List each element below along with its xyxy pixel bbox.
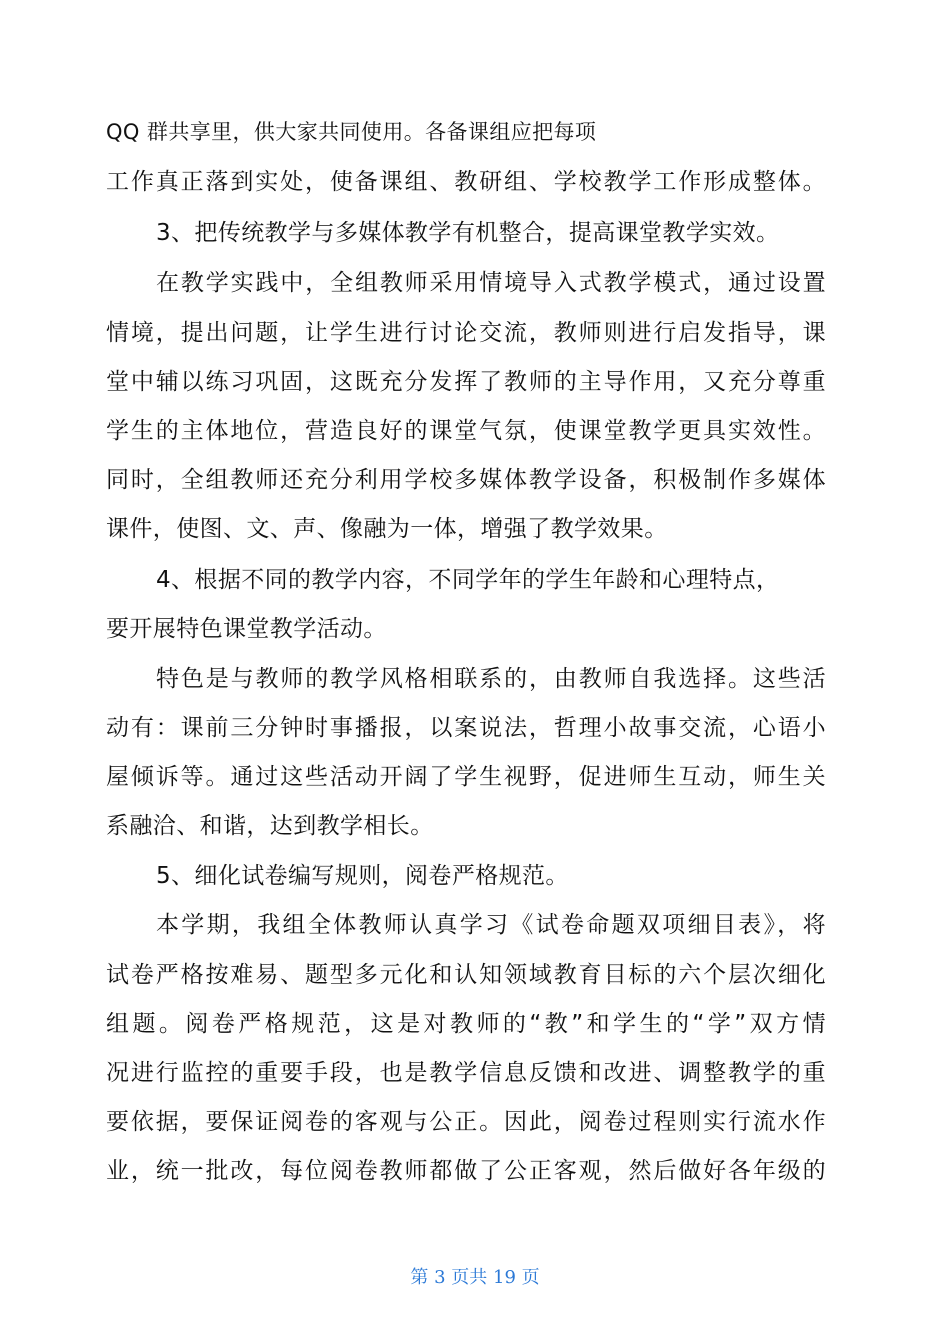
text-line: 学生的主体地位，营造良好的课堂气氛，使课堂教学更具实效性。: [106, 418, 826, 444]
text-line: 况进行监控的重要手段，也是教学信息反馈和改进、调整教学的重: [106, 1060, 826, 1086]
text-line: 要依据，要保证阅卷的客观与公正。因此，阅卷过程则实行流水作: [106, 1109, 826, 1135]
text-line: 组题。阅卷严格规范，这是对教师的“教”和学生的“学”双方情: [106, 1011, 826, 1037]
text-line: QQ 群共享里，供大家共同使用。各备课组应把每项: [106, 120, 597, 144]
section-heading: 3、把传统教学与多媒体教学有机整合，提高课堂教学实效。: [156, 220, 780, 246]
text-line: 堂中辅以练习巩固，这既充分发挥了教师的主导作用，又充分尊重: [106, 369, 826, 395]
section-heading: 5、细化试卷编写规则，阅卷严格规范。: [156, 863, 569, 889]
text-line: 本学期，我组全体教师认真学习《试卷命题双项细目表》，将: [156, 912, 826, 938]
text-line: 特色是与教师的教学风格相联系的，由教师自我选择。这些活: [156, 666, 826, 692]
text-line: 系融洽、和谐，达到教学相长。: [106, 813, 434, 839]
section-heading: 4、根据不同的教学内容，不同学年的学生年龄和心理特点，: [156, 567, 780, 593]
text-line: 课件，使图、文、声、像融为一体，增强了教学效果。: [106, 516, 668, 542]
text-line: 同时，全组教师还充分利用学校多媒体教学设备，积极制作多媒体: [106, 467, 826, 493]
text-line: 情境，提出问题，让学生进行讨论交流，教师则进行启发指导，课: [106, 320, 826, 346]
text-line: 在教学实践中，全组教师采用情境导入式教学模式，通过设置: [156, 270, 826, 296]
text-line: 业，统一批改，每位阅卷教师都做了公正客观，然后做好各年级的: [106, 1158, 826, 1184]
page-number-footer: 第 3 页共 19 页: [410, 1267, 540, 1288]
section-heading-continued: 要开展特色课堂教学活动。: [106, 616, 387, 642]
text-line: 试卷严格按难易、题型多元化和认知领域教育目标的六个层次细化: [106, 962, 826, 988]
text-line: 动有：课前三分钟时事播报，以案说法，哲理小故事交流，心语小: [106, 715, 826, 741]
text-line: 工作真正落到实处，使备课组、教研组、学校教学工作形成整体。: [106, 169, 826, 195]
text-line: 屋倾诉等。通过这些活动开阔了学生视野，促进师生互动，师生关: [106, 764, 826, 790]
